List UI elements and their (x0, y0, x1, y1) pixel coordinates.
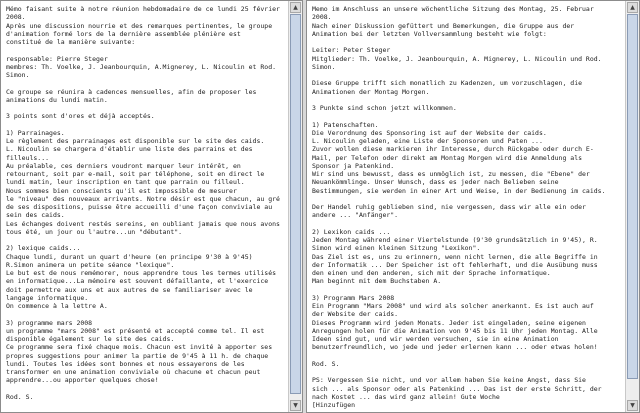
text-line: apprendre...ou apporter quelques chose! (6, 376, 159, 385)
text-line: doit permettre aux uns et aux autres de se familiariser avec le (6, 285, 253, 294)
text-line: R.Simon animera un petite séance "lexique". (6, 260, 175, 269)
text-line (312, 352, 620, 360)
text-line: L. Nicoulin geladen, eine Liste der Sponsoren und Paten ... (312, 137, 543, 145)
right-text-content[interactable] (307, 1, 625, 412)
text-line (312, 112, 620, 120)
scroll-up-arrow-icon[interactable]: ▲ (627, 2, 638, 13)
text-line: Au préalable, ces derniers voudront marquer leur intérêt, en (6, 161, 241, 170)
scroll-up-arrow-icon[interactable]: ▲ (290, 2, 301, 13)
text-line: On commence à la lettre A. (6, 302, 108, 310)
text-line: Die Verordnung des Sponsoring ist auf der Website der caids. (312, 128, 547, 137)
text-line: Das Ziel ist es, uns zu erinnern, wenn nicht lernen, die alle Begriffe in (312, 252, 598, 261)
text-line: un programme "mars 2008" est présenté et accepté comme tel. Il est (6, 326, 265, 335)
text-line: Nach einer Diskussion gefüttert und Bemerkungen, die Gruppe aus der (312, 21, 575, 30)
text-line: Ein Programm "Mars 2008" und wird als solcher anerkannt. Es ist auch auf (312, 302, 594, 310)
text-line: Sponsor ja Patenkind. (312, 161, 395, 170)
text-line: langage informatique. (6, 293, 89, 302)
text-line: responsable: Pierre Steger (6, 54, 108, 63)
text-line: der Informatik ... Der Speicher ist oft fehlerhaft, und die Ausübung muss (312, 260, 598, 269)
text-line: 3) programme mars 2008 (6, 318, 93, 327)
text-line: Mitglieder: Th. Voelke, J. Jeanbourquin, A. Mignerey, L. Nicoulin und Rod. (312, 54, 602, 63)
text-line (312, 286, 620, 294)
text-line: Man beginnt mit dem Buchstaben A. (312, 277, 442, 286)
text-line: der Website der caids. (312, 310, 399, 319)
text-line: 1) Parrainages. (6, 128, 65, 137)
text-line: nach Kostet ... das wird ganz allein! Gute Woche (312, 392, 500, 401)
text-line: Rod. S. (6, 392, 34, 401)
text-line (312, 71, 620, 79)
text-line: d'animation formé lors de la dernière assemblée plénière est (6, 29, 241, 38)
text-line: de ses dispositions, puisse être accueilli d'une façon conviviale au (6, 203, 273, 211)
text-line: Le but est de nous remémorer, nous apprendre tous les termes utilisés (6, 269, 277, 277)
text-line (6, 46, 283, 54)
text-line: propres suggestions pour animer la partie de 9'45 à 11 h. de chaque (6, 351, 269, 360)
text-line: filleuls... (6, 153, 50, 162)
text-line: retournant, soit par e-mail, soit par téléphone, soit en direct le (6, 170, 265, 178)
text-line: 3) Programm Mars 2008 (312, 293, 395, 302)
text-line (6, 385, 283, 393)
text-line: 3 points sont d'ores et déjà acceptés. (6, 112, 155, 121)
text-line (312, 368, 620, 376)
text-line: Neuankömmlinge. Unser Wunsch, dass es jeder nach Belieben seine (312, 178, 559, 187)
text-line (312, 220, 620, 228)
text-line: Mémo faisant suite à notre réunion hebdomadaire de ce lundi 25 février (6, 5, 280, 13)
text-line: lundi matin, leur inscription en tant que parrain ou filleul. (6, 178, 245, 187)
text-line: Simon wird einen kleinen Sitzung "Lexikon". (312, 244, 481, 253)
text-line: Bestimmungen, sie werden in einer Art und Weise, in der Bedienung im caids. (312, 186, 606, 195)
text-line: andere ... "Anfänger". (312, 211, 399, 220)
text-line: lundi. Toutes les idées sont bonnes et nous essayerons de les (6, 359, 245, 368)
text-line: disponible également sur le site des caids. (6, 335, 175, 343)
text-line (6, 121, 283, 129)
text-line: Animationen der Montag Morgen. (312, 87, 430, 96)
right-scrollbar[interactable] (625, 1, 639, 412)
text-line: L. Nicoulin se chargera d'établir une liste des parrains et des (6, 145, 253, 154)
text-line: tous été, un jour ou l'autre...un "débutant". (6, 227, 183, 236)
text-line: 2) Lexikon caids ... (312, 227, 391, 236)
text-line: benutzerfreundlich, wo jede und jeder erlernen kann ... oder etwas holen! (312, 343, 598, 352)
right-text-pane[interactable] (306, 0, 640, 413)
text-line: [Hinzufügen (312, 401, 356, 409)
text-line (312, 38, 620, 46)
text-line: PS: Vergessen Sie nicht, und vor allem haben Sie keine Angst, dass Sie (312, 376, 586, 385)
text-line: Jeden Montag während einer Viertelstunde (9'30 grundsätzlich in 9'45), R. (312, 236, 598, 244)
text-line: Animation bei der letzten Vollversammlung besteht wie folgt: (312, 29, 547, 38)
text-line (6, 236, 283, 244)
text-line: Dieses Programm wird jeden Monats. Jeder ist eingeladen, seine eigenen (312, 318, 586, 327)
text-line: Diese Gruppe trifft sich monatlich zu Kadenzen, um vorzuschlagen, die (312, 79, 583, 88)
text-line: Anregungen holen für die Animation von 9'45 bis 11 Uhr jeden Montag. Alle (312, 326, 598, 335)
text-line: Chaque lundi, durant un quart d'heure (en principe 9'30 à 9'45) (6, 252, 253, 261)
text-line: en informatique...La mémoire est souvent défaillante, et l'exercice (6, 277, 269, 286)
text-line: Ce groupe se réunira à cadences mensuelles, afin de proposer les (6, 87, 257, 96)
text-line (6, 310, 283, 318)
text-line: 2) lexique caids... (6, 244, 81, 253)
text-line: Rod. S. (312, 359, 340, 368)
text-line: Ideen sind gut, und wir werden versuchen, sie in eine Animation (312, 335, 559, 343)
text-line (312, 195, 620, 203)
text-line: 2008. (6, 13, 26, 22)
left-scroll-thumb[interactable] (290, 14, 301, 394)
left-text-content[interactable] (1, 1, 288, 412)
text-line: den einen und den anderen, sich mit der Sprache informatique. (312, 269, 551, 277)
text-line (312, 96, 620, 104)
text-line: Nous sommes bien conscients qu'il est impossible de mesurer (6, 186, 237, 195)
text-line: 1) Patenschaften. (312, 120, 379, 129)
scroll-down-arrow-icon[interactable]: ▼ (627, 400, 638, 411)
text-line: sein des caids. (6, 211, 65, 220)
text-line: Wir sind uns bewusst, dass es unmöglich ist, zu messen, die "Ebene" der (312, 170, 590, 178)
text-line: Zuvor wollen diese markieren ihr Interesse, durch Rückgabe oder durch E- (312, 145, 594, 154)
left-text-pane[interactable] (0, 0, 303, 413)
text-line (6, 104, 283, 112)
text-line: Simon. (312, 62, 336, 71)
text-line: Les échanges doivent restés sereins, en oubliant jamais que nous avons (6, 219, 280, 228)
text-line: 3 Punkte sind schon jetzt willkommen. (312, 104, 457, 112)
text-line: Le règlement des parrainages est disponible sur le site des caids. (6, 137, 265, 145)
text-line: Memo im Anschluss an unsere wöchentliche Sitzung des Montag, 25. Februar (312, 5, 594, 13)
text-line: 2008. (312, 13, 332, 22)
text-line: Après une discussion nourrie et des remarques pertinentes, le groupe (6, 21, 273, 30)
text-line: sich ... als Sponsor oder als Patenkind ... Das ist der erste Schritt, der (312, 384, 602, 393)
text-line: Simon. (6, 71, 30, 79)
text-line: Mail, per Telefon oder direkt am Montag Morgen wird die Anmeldung als (312, 153, 583, 162)
text-line: animations du lundi matin. (6, 95, 108, 104)
scroll-down-arrow-icon[interactable]: ▼ (290, 400, 301, 411)
text-line: Ce programme sera fixé chaque mois. Chacun est invité à apporter ses (6, 343, 273, 352)
text-line: Leiter: Peter Steger (312, 46, 391, 55)
text-line: le "niveau" des nouveaux arrivants. Notre désir est que chacun, au gré (6, 194, 280, 203)
text-line (6, 79, 283, 87)
text-line: Der Handel ruhig geblieben sind, nie vergessen, dass wir alle ein oder (312, 203, 586, 211)
right-scroll-thumb[interactable] (627, 14, 638, 379)
left-scrollbar[interactable] (288, 1, 302, 412)
text-line: transformer en une animation conviviale où chacune et chacun peut (6, 368, 261, 376)
text-line: constitué de la manière suivante: (6, 38, 136, 46)
text-line: membres: Th. Voelke, J. Jeanbourquin, A.Mignerey, L. Nicoulin et Rod. (6, 62, 277, 71)
